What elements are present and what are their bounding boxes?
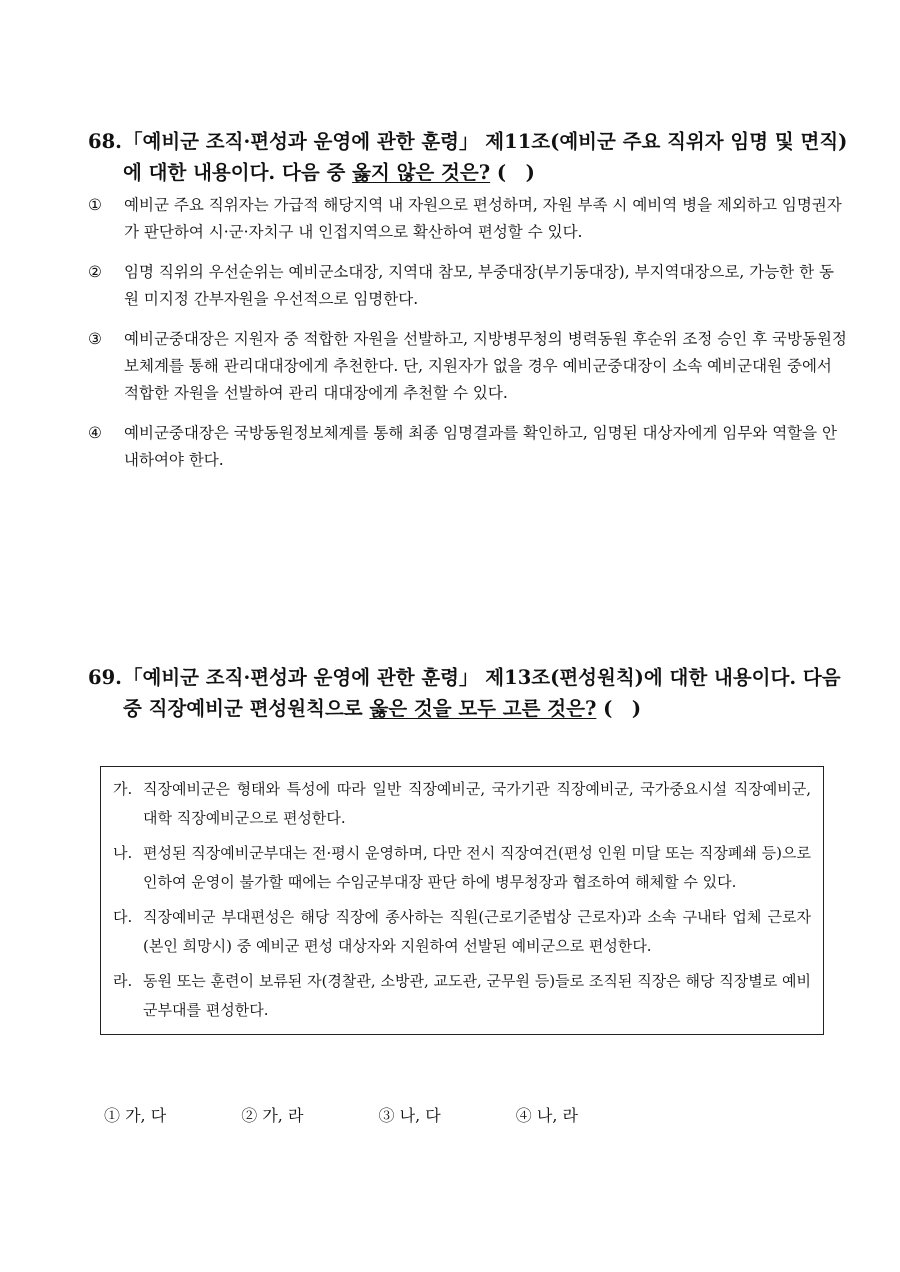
statement-da <box>113 903 811 960</box>
statement-box <box>100 766 824 1035</box>
statement-marker: 가. <box>113 780 133 798</box>
answer-choice-2[interactable]: ② 가, 라 <box>241 1106 304 1125</box>
question-stem: 「예비군 조직·편성과 운영에 관한 훈령」 제13조(편성원칙)에 대한 내용이다. 다음 중 직장예비군 편성원칙으로 옳은 것을 모두 고른 것은? ( ) <box>123 666 841 720</box>
question-number: 69. <box>88 666 122 689</box>
answer-option-3[interactable] <box>88 326 848 407</box>
statement-marker: 나. <box>113 844 133 862</box>
answer-choices <box>104 1102 578 1130</box>
statement-ra <box>113 967 811 1024</box>
statement-marker: 다. <box>113 908 133 926</box>
option-text: 예비군중대장은 지원자 중 적합한 자원을 선발하고, 지방병무청의 병력동원 후순위 조정 승인 후 국방동원정보체계를 통해 관리대대장에게 추천한다. 단, 지원자가 없을 경우 예비군중대장이 소속 예비군대원 중에서 적합한 자원을 선발하여 관리 대대장에게 추천할 수 있다. <box>124 330 847 402</box>
question-stem: 「예비군 조직·편성과 운영에 관한 훈령」 제11조(예비군 주요 직위자 임명 및 면직)에 대한 내용이다. 다음 중 옳지 않은 것은? ( ) <box>123 130 848 184</box>
statement-text: 직장예비군 부대편성은 해당 직장에 종사하는 직원(근로기준법상 근로자)과 소속 구내타 업체 근로자(본인 희망시) 중 예비군 편성 대상자와 지원하여 선발된 예비군으로 편성한다. <box>143 908 811 955</box>
statement-na <box>113 839 811 896</box>
option-text: 예비군중대장은 국방동원정보체계를 통해 최종 임명결과를 확인하고, 임명된 대상자에게 임무와 역할을 안내하여야 한다. <box>124 424 838 469</box>
option-text: 임명 직위의 우선순위는 예비군소대장, 지역대 참모, 부중대장(부기동대장), 부지역대장으로, 가능한 한 동원 미지정 간부자원을 우선적으로 임명한다. <box>124 263 834 308</box>
question-68-header <box>88 126 848 188</box>
option-marker: ① <box>88 196 102 214</box>
answer-option-2[interactable] <box>88 259 848 313</box>
statement-marker: 라. <box>113 972 133 990</box>
option-text: 예비군 주요 직위자는 가급적 해당지역 내 자원으로 편성하며, 자원 부족 시 예비역 병을 제외하고 임명권자가 판단하여 시·군·자치구 내 인접지역으로 확산하여 편성할 수 있다. <box>124 196 842 241</box>
statement-ga <box>113 775 811 832</box>
statement-text: 직장예비군은 형태와 특성에 따라 일반 직장예비군, 국가기관 직장예비군, 국가중요시설 직장예비군, 대학 직장예비군으로 편성한다. <box>143 780 811 827</box>
option-marker: ④ <box>88 424 102 442</box>
answer-choice-3[interactable]: ③ 나, 다 <box>378 1106 441 1125</box>
statement-text: 편성된 직장예비군부대는 전·평시 운영하며, 다만 전시 직장여건(편성 인원 미달 또는 직장폐쇄 등)으로 인하여 운영이 불가할 때에는 수임군부대장 판단 하에 병무청장과 협조하여 해체할 수 있다. <box>143 844 811 891</box>
answer-option-1[interactable] <box>88 192 848 246</box>
question-key-phrase: 옳은 것을 모두 고른 것은? <box>369 697 597 720</box>
answer-choice-1[interactable]: ① 가, 다 <box>104 1106 167 1125</box>
answer-choice-4[interactable]: ④ 나, 라 <box>515 1106 578 1125</box>
question-68 <box>88 126 848 474</box>
answer-option-4[interactable] <box>88 420 848 474</box>
option-marker: ② <box>88 263 102 281</box>
question-69-header <box>88 662 848 724</box>
question-69 <box>88 662 848 724</box>
statement-text: 동원 또는 훈련이 보류된 자(경찰관, 소방관, 교도관, 군무원 등)들로 조직된 직장은 해당 직장별로 예비군부대를 편성한다. <box>143 972 811 1019</box>
question-key-phrase: 옳지 않은 것은? <box>352 161 491 184</box>
question-number: 68. <box>88 130 122 153</box>
option-marker: ③ <box>88 330 102 348</box>
